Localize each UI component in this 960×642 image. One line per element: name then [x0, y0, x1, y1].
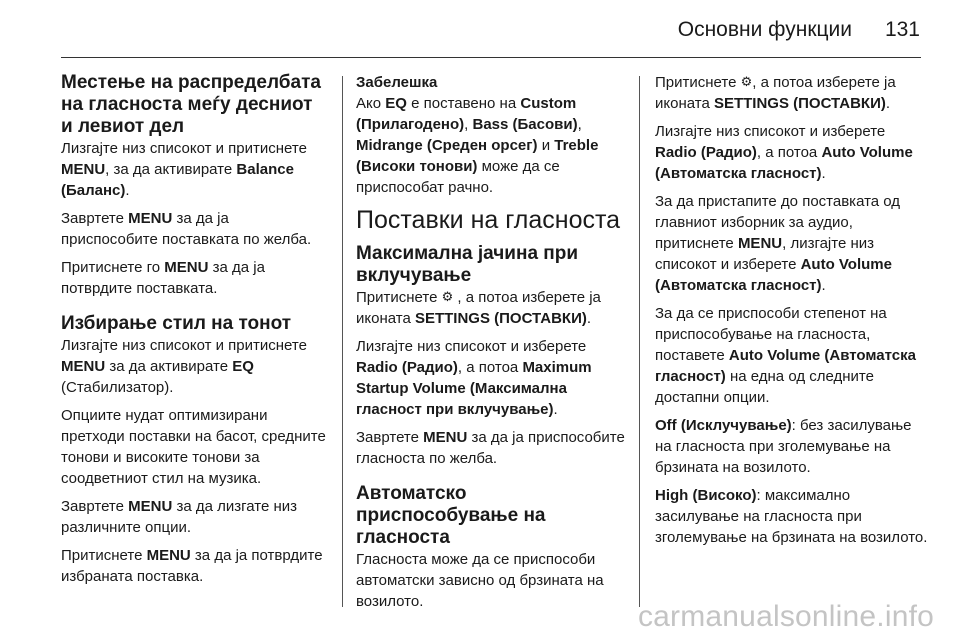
heading-balance: Местење на распределбата на гласноста меѓу десниот и левиот дел — [61, 72, 321, 137]
para-auto-3: Лизгајте низ списокот и изберете Radio (Радио), а потоа Auto Volume (Автоматска гласност). — [655, 123, 913, 182]
section-title-volume: Поставки на гласноста — [356, 206, 621, 234]
column-1 — [61, 72, 329, 594]
heading-auto-volume: Автоматско приспособување на гласноста — [356, 483, 546, 548]
para-balance-2: Завртете MENU за да ја приспособите поставката по желба. — [61, 210, 312, 248]
option-off: Off (Исклучување): без засилување на гласноста при зголемување на брзината на возилото. — [655, 417, 912, 476]
gear-home-icon: ⚙ — [740, 74, 753, 89]
page-title: Основни функции — [677, 18, 852, 41]
para-tone-4: Притиснете MENU за да ја потврдите избраната поставка. — [61, 547, 323, 585]
note-text: Ако EQ е поставено на Custom (Прилагодено), Bass (Басови), Midrange (Среден орсег) и Treble (Високи тонови) може да се приспособат рачно. — [356, 95, 599, 196]
note-title: Забелешка — [356, 74, 438, 91]
header-rule — [61, 57, 921, 58]
column-divider-1 — [342, 76, 343, 607]
para-tone-2: Опциите нудат оптимизирани претходи поставки на басот, средните тонови и високите тонови за соодветниот стил на музика. — [61, 407, 326, 487]
page-number: 131 — [884, 18, 920, 41]
option-high: High (Високо): максимално засилување на гласноста при зголемување на брзината на возилото. — [655, 487, 928, 546]
para-startup-1: Притиснете ⚙ , а потоа изберете ја иконата SETTINGS (ПОСТАВКИ). — [356, 287, 628, 329]
heading-max-startup: Максимална јачина при вклучување — [356, 243, 579, 286]
para-auto-4: За да пристапите до поставката од главниот изборник за аудио, притиснете MENU, лизгајте низ списокот и изберете Auto Volume (Автоматска гласност). — [655, 193, 901, 294]
para-startup-2: Лизгајте низ списокот и изберете Radio (Радио), а потоа Maximum Startup Volume (Максимална гласност при вклучување). — [356, 338, 592, 418]
para-auto-1: Гласноста може да се приспособи автоматски зависно од брзината на возилото. — [356, 551, 604, 610]
para-auto-5: За да се приспособи степенот на приспособување на гласноста, поставете Auto Volume (Автоматска гласност) на една од следните достапни опции. — [655, 305, 916, 406]
column-3 — [655, 72, 930, 555]
para-balance-3: Притиснете го MENU за да ја потврдите поставката. — [61, 259, 265, 297]
page-header — [0, 0, 960, 60]
para-tone-3: Завртете MENU за да лизгате низ различните опции. — [61, 498, 298, 536]
column-divider-2 — [639, 76, 640, 607]
heading-tone-style: Избирање стил на тонот — [61, 313, 292, 334]
para-startup-3: Завртете MENU за да ја приспособите гласноста по желба. — [356, 429, 625, 467]
gear-home-icon: ⚙ — [441, 289, 454, 304]
watermark: carmanualsonline.info — [637, 600, 934, 633]
column-2 — [356, 72, 628, 619]
para-auto-2: Притиснете ⚙, а потоа изберете ја иконата SETTINGS (ПОСТАВКИ). — [655, 72, 930, 114]
para-balance-1: Лизгајте низ списокот и притиснете MENU, за да активирате Balance (Баланс). — [61, 140, 307, 199]
para-tone-1: Лизгајте низ списокот и притиснете MENU за да активирате EQ (Стабилизатор). — [61, 337, 307, 396]
